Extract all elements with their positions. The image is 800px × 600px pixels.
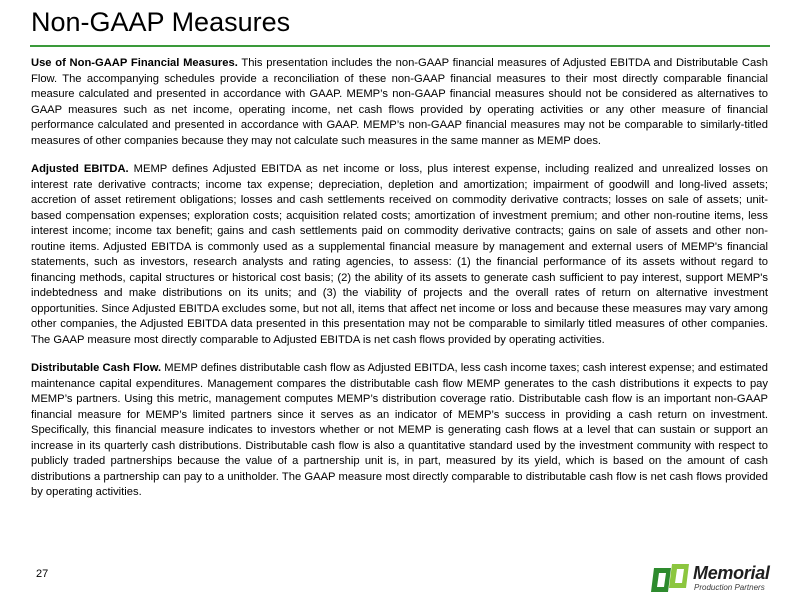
body-text	[31, 56, 768, 514]
title-divider	[30, 45, 770, 47]
paragraph-text: This presentation includes the non-GAAP financial measures of Adjusted EBITDA and Distributable Cash Flow. The accompanying schedules provide a reconciliation of these non-GAAP financial measures to their most directly comparable financial measure calculated and presented in accordance with GAAP. MEMP’s non-GAAP financial measures should not be considered as alternatives to GAAP measures such as net income, operating income, net cash flows provided by operating activities or any other measure of financial performance calculated and presented in accordance with GAAP. MEMP’s non-GAAP financial measures may not be comparable to similarly-titled measures of other companies because they may not calculate such measures in the same manner as MEMP does.	[31, 57, 768, 147]
paragraph-adjusted-ebitda	[31, 162, 768, 348]
paragraph-heading: Adjusted EBITDA.	[31, 163, 129, 175]
paragraph-text: MEMP defines Adjusted EBITDA as net income or loss, plus interest expense, including realized and unrealized losses on interest rate derivative contracts; income tax expense; depreciation, depletion and amortization; impairment of goodwill and long-lived assets; accretion of asset retirement obligations; losses and cash settlements received on commodity derivative contracts; losses on sale of assets; unit-based compensation expenses; exploration costs; acquisition related costs; amortization of investment premium; and other non-routine items, less interest income; income tax benefit; gains and cash settlements paid on commodity derivative contracts; gains on sale of assets and other non-routine items. Adjusted EBITDA is commonly used as a supplemental financial measure by management and external users of MEMP's financial statements, such as investors, research analysts and rating agencies, to assess: (1) the financial performance of its assets without regard to financing methods, capital structures or historical cost basis; (2) the ability of its assets to generate cash sufficient to pay interest, support MEMP's indebtedness and make distributions on its units; and (3) the viability of projects and the overall rates of return on alternative investment opportunities. Since Adjusted EBITDA excludes some, but not all, items that affect net income or loss and because these measures may vary among other companies, the Adjusted EBITDA data presented in this presentation may not be comparable to similarly titled measures of other companies. The GAAP measure most directly comparable to Adjusted EBITDA is net cash flows provided by operating activities.	[31, 163, 769, 346]
page-title: Non-GAAP Measures	[31, 7, 291, 37]
logo-subtitle: Production Partners	[694, 583, 765, 592]
company-logo	[650, 562, 775, 596]
memorial-logo-icon	[650, 562, 690, 596]
paragraph-non-gaap-use	[31, 56, 768, 149]
logo-name: Memorial	[693, 563, 770, 583]
paragraph-heading: Distributable Cash Flow.	[31, 362, 162, 374]
paragraph-distributable-cash-flow	[31, 361, 768, 501]
paragraph-heading: Use of Non-GAAP Financial Measures.	[31, 57, 238, 69]
paragraph-text: MEMP defines distributable cash flow as Adjusted EBITDA, less cash income taxes; cash interest expense; and estimated maintenance capital expenditures. Management compares the distributable cash flow MEMP generates to the cash distributions it expects to pay MEMP’s partners. Using this metric, management computes MEMP’s distribution coverage ratio. Distributable cash flow is an important non-GAAP financial measure for MEMP’s limited partners since it serves as an indicator of MEMP’s success in providing a cash return on investment. Specifically, this financial measure indicates to investors whether or not MEMP is generating cash flows at a level that can sustain or support an increase in its quarterly cash distributions. Distributable cash flow is also a quantitative standard used by the investment community with respect to publicly traded partnerships because the value of a partnership unit is, in part, measured by its yield, which is based on the amount of cash distributions a partnership can pay to a unitholder. The GAAP measure most directly comparable to distributable cash flow is net cash flows provided by operating activities.	[31, 362, 768, 498]
page-number: 27	[36, 568, 49, 580]
